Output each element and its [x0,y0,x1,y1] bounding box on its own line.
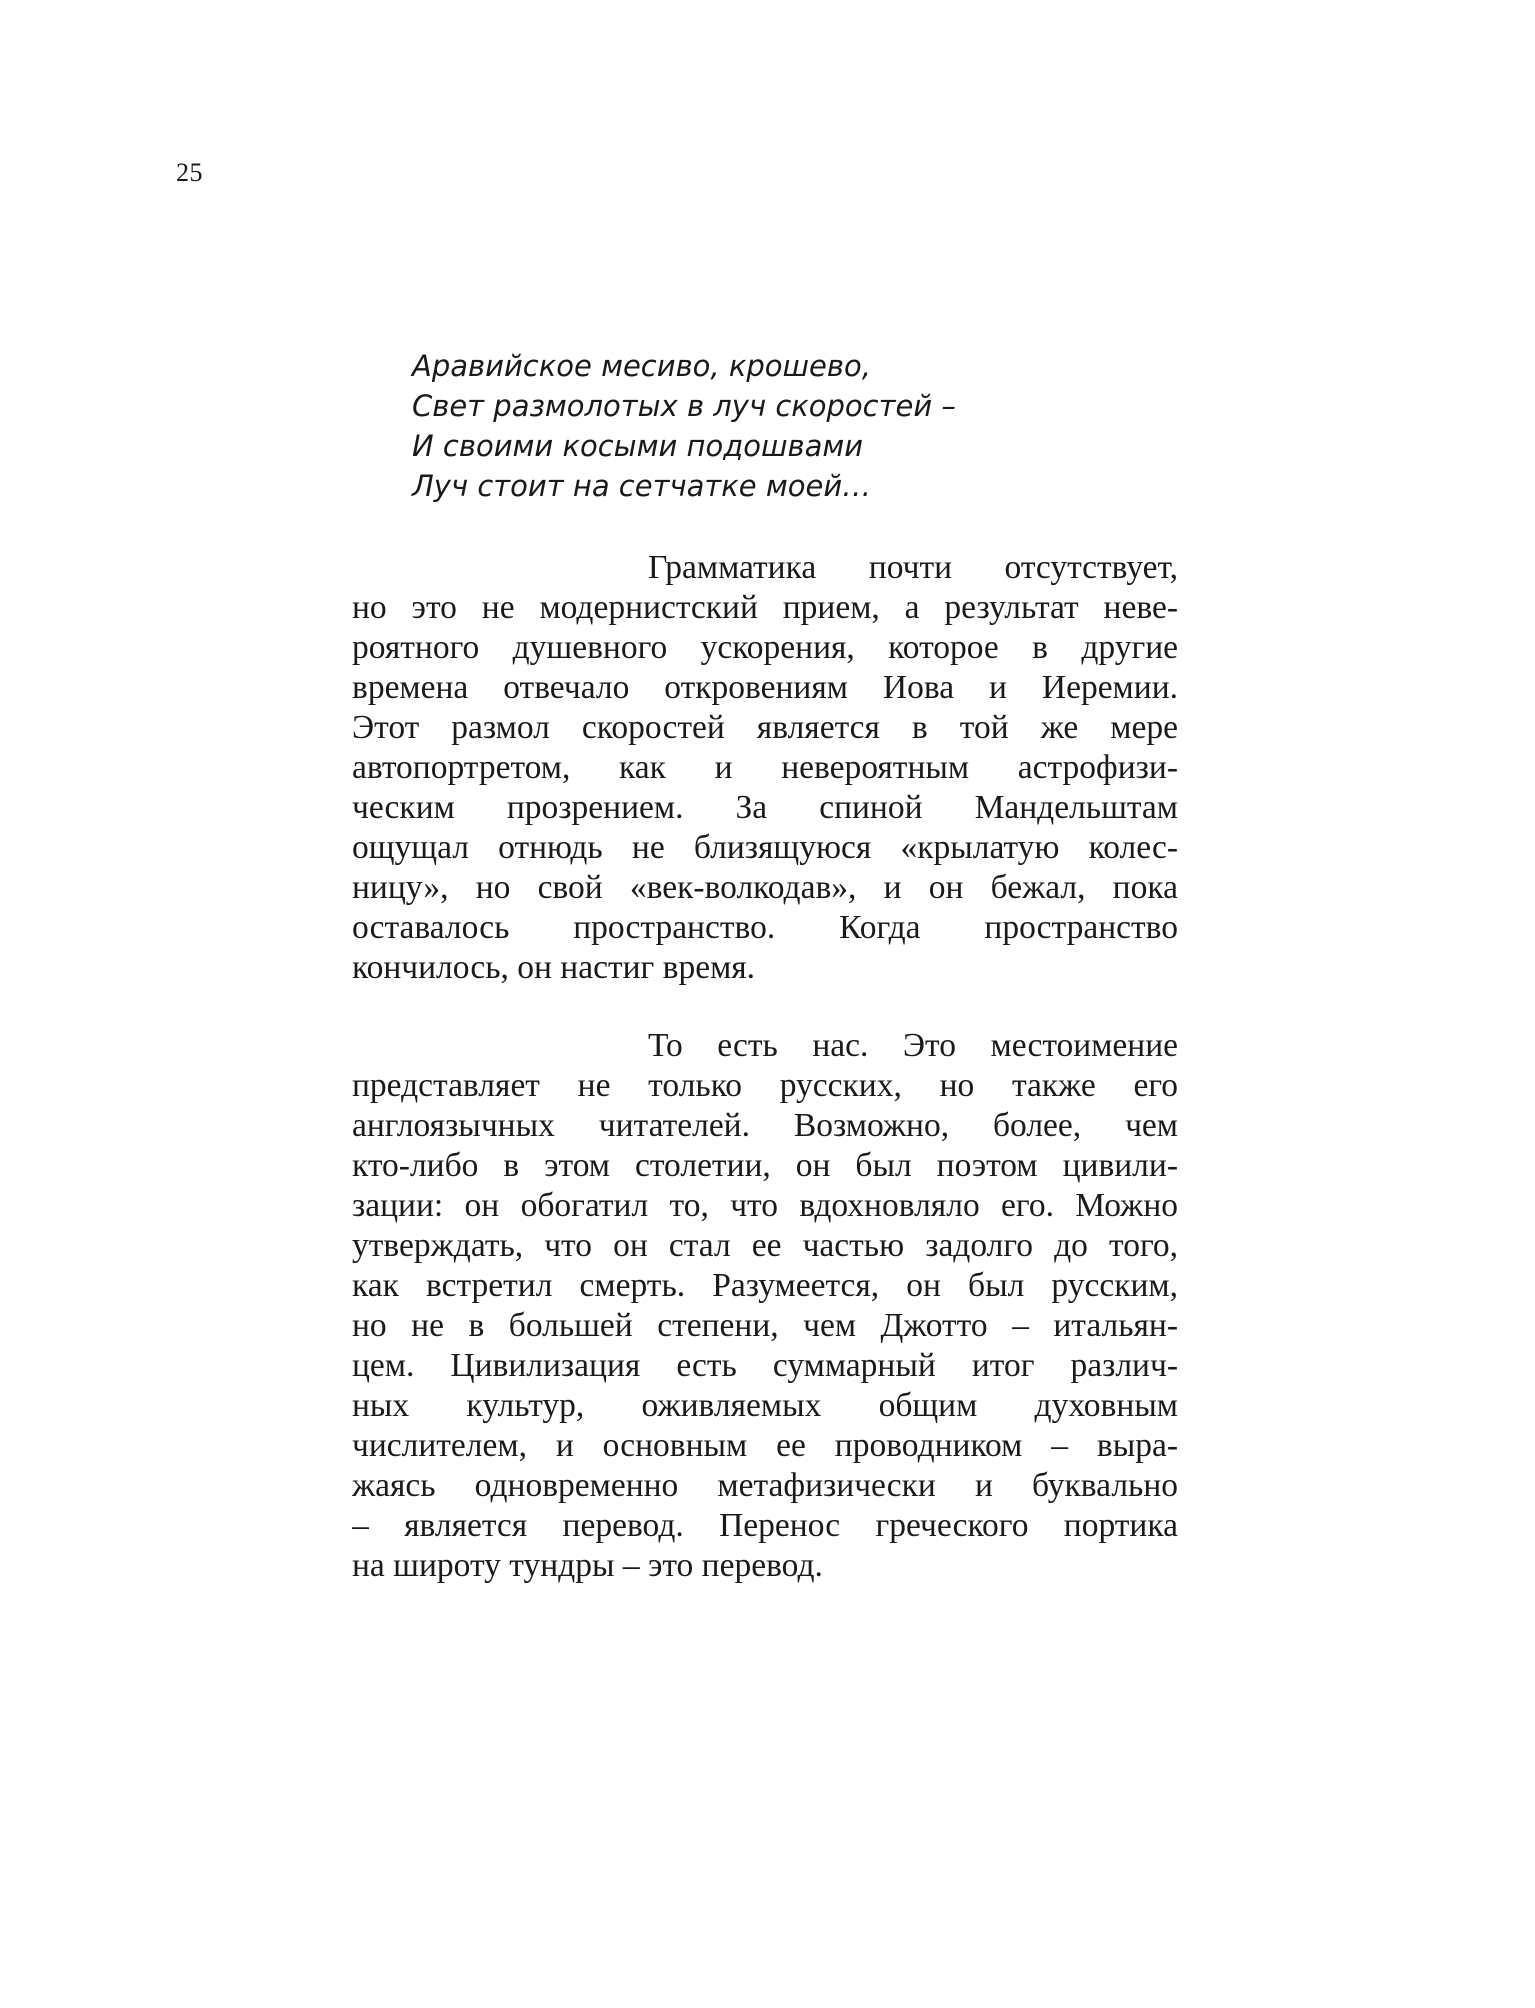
paragraph-line: роятного душевного ускорения, которое в другие [352,629,1178,666]
paragraph-line: То есть нас. Это местоимение [648,1027,1178,1064]
paragraph [352,548,1178,988]
paragraph-line: кончилось, он настиг время. [352,949,756,986]
paragraph-line: жаясь одновременно метафизически и буквально [352,1467,1178,1504]
verse-line: И своими косыми подошвами [412,429,864,463]
paragraph-line: Грамматика почти отсутствует, [648,549,1178,586]
paragraph-line: цем. Цивилизация есть суммарный итог различ- [352,1347,1178,1384]
paragraph-line: кто-либо в этом столетии, он был поэтом цивили- [352,1147,1178,1184]
paragraph-line: оставалось пространство. Когда пространство [352,909,1178,946]
paragraph-line: автопортретом, как и невероятным астрофизи- [352,749,1178,786]
paragraph-line: числителем, и основным ее проводником – выра- [352,1427,1178,1464]
paragraph-line: ных культур, оживляемых общим духовным [352,1387,1178,1424]
paragraph-line: но не в большей степени, чем Джотто – итальян- [352,1307,1178,1344]
paragraph-line: Этот размол скоростей является в той же мере [352,709,1178,746]
paragraph-line: времена отвечало откровениям Иова и Иеремии. [352,669,1178,706]
paragraph-line: – является перевод. Перенос греческого портика [352,1507,1178,1544]
verse-line: Луч стоит на сетчатке моей… [412,469,872,503]
paragraph-line: но это не модернистский прием, а результат неве- [352,589,1178,626]
paragraph-line: ческим прозрением. За спиной Мандельштам [352,789,1178,826]
paragraph-line: на широту тундры – это перевод. [352,1547,823,1584]
paragraph-line: англоязычных читателей. Возможно, более, чем [352,1107,1178,1144]
paragraph-line: ницу», но свой «век-волкодав», и он бежал, пока [352,869,1178,906]
paragraph-line: представляет не только русских, но также его [352,1067,1178,1104]
paragraph-line: утверждать, что он стал ее частью задолго до того, [352,1227,1178,1264]
paragraph [352,1026,1178,1586]
verse-quote [412,346,956,506]
verse-line: Аравийское месиво, крошево, [412,349,871,383]
paragraph-line: зации: он обогатил то, что вдохновляло его. Можно [352,1187,1178,1224]
verse-line: Свет размолотых в луч скоростей – [412,389,956,423]
paragraph-line: как встретил смерть. Разумеется, он был русским, [352,1267,1178,1304]
paragraph-line: ощущал отнюдь не близящуюся «крылатую колес- [352,829,1178,866]
page-number: 25 [176,158,203,187]
